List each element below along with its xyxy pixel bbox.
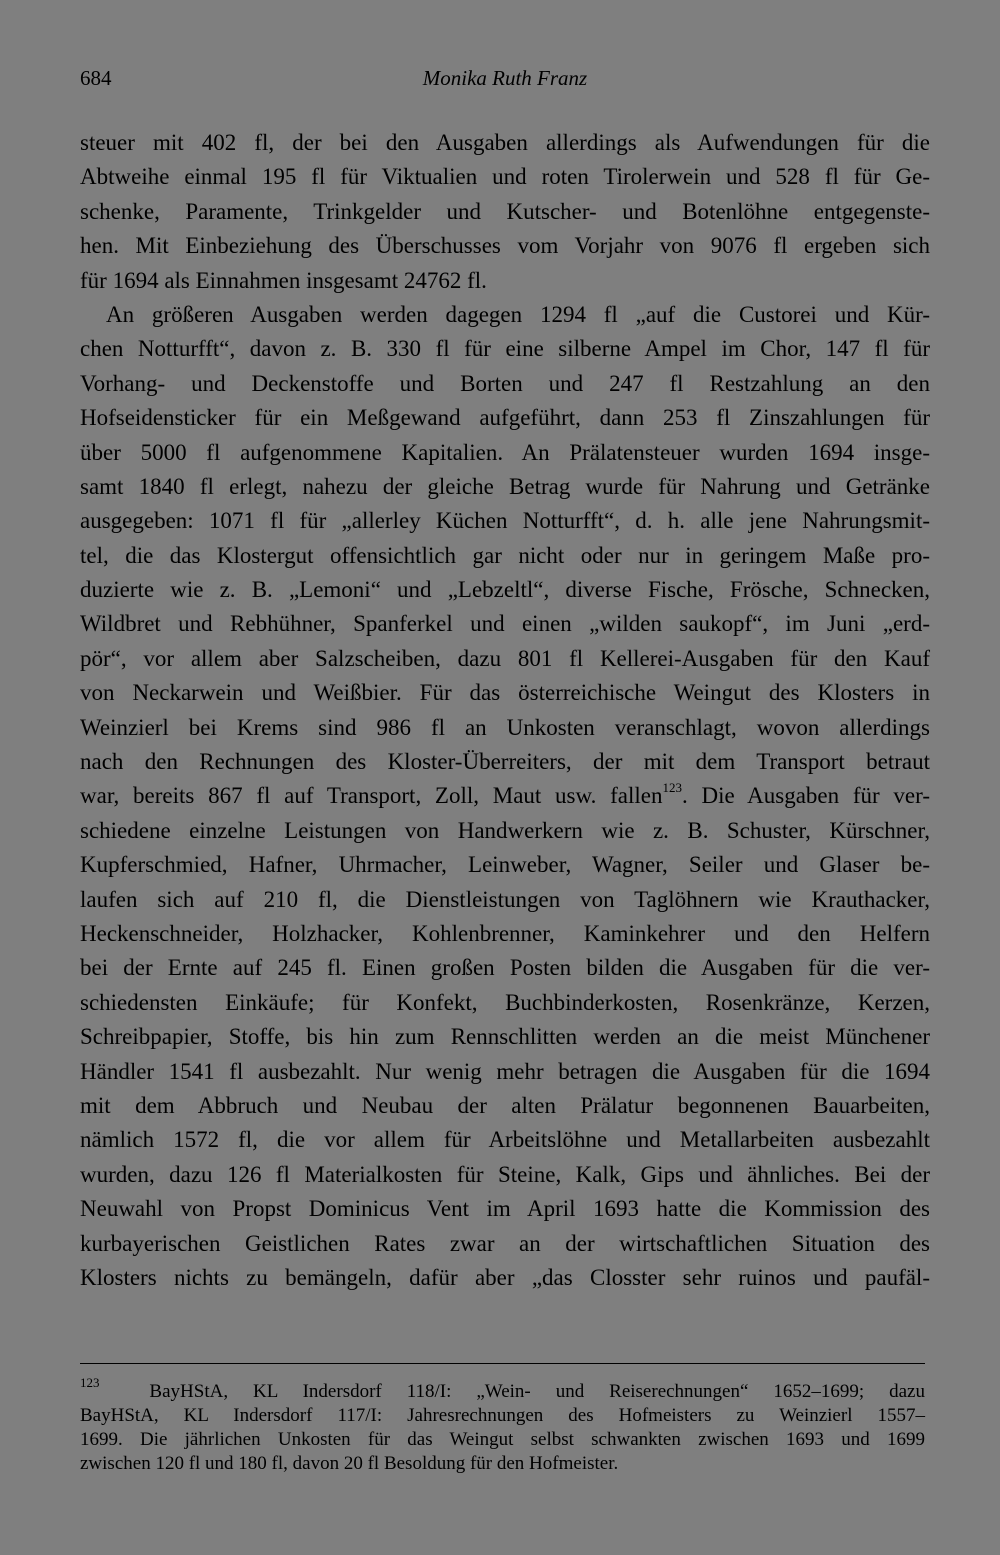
text-line: über 5000 fl aufgenommene Kapitalien. An Prälatensteuer wurden 1694 insge-: [80, 439, 930, 465]
text-line: Heckenschneider, Holzhacker, Kohlenbrenner, Kaminkehrer und den Helfern: [80, 920, 930, 946]
footnote-divider: [80, 1363, 925, 1364]
text-line: samt 1840 fl erlegt, nahezu der gleiche Betrag wurde für Nahrung und Getränke: [80, 473, 930, 499]
text-line: hen. Mit Einbeziehung des Überschusses vom Vorjahr von 9076 fl ergeben sich: [80, 233, 930, 259]
text-segment: war, bereits 867 fl auf Transport, Zoll, Maut usw. fallen: [80, 783, 663, 809]
footnotes: [80, 1374, 925, 1476]
text-line: wurden, dazu 126 fl Materialkosten für Steine, Kalk, Gips und ähnliches. Bei der: [80, 1161, 930, 1187]
text-line: Klosters nichts zu bemängeln, dafür aber „das Closster sehr ruinos und paufäl-: [80, 1264, 930, 1290]
text-line: Neuwahl von Propst Dominicus Vent im April 1693 hatte die Kommission des: [80, 1196, 930, 1222]
text-line: schenke, Paramente, Trinkgelder und Kutscher- und Botenlöhne entgegenste-: [80, 198, 930, 224]
footnote-number: 123: [80, 1374, 100, 1390]
page-number: 684: [80, 66, 112, 90]
text-line: Vorhang- und Deckenstoffe und Borten und 247 fl Restzahlung an den: [80, 370, 930, 396]
text-line-with-footnote-ref: [80, 779, 930, 813]
text-line: kurbayerischen Geistlichen Rates zwar an der wirtschaftlichen Situation des: [80, 1230, 930, 1256]
text-line: duzierte wie z. B. „Lemoni“ und „Lebzeltl“, diverse Fische, Frösche, Schnecken,: [80, 577, 930, 603]
text-line: Wildbret und Rebhühner, Spanferkel und einen „wilden saukopf“, im Juni „erd-: [80, 611, 930, 637]
text-line: Händler 1541 fl ausbezahlt. Nur wenig mehr betragen die Ausgaben für die 1694: [80, 1058, 930, 1084]
text-line: An größeren Ausgaben werden dagegen 1294 fl „auf die Custorei und Kür-: [106, 301, 930, 327]
footnote-line: BayHStA, KL Indersdorf 117/I: Jahresrechnungen des Hofmeisters zu Weinzierl 1557–: [80, 1405, 925, 1426]
text-line: Weinzierl bei Krems sind 986 fl an Unkosten veranschlagt, wovon allerdings: [80, 714, 930, 740]
text-line: Hofseidensticker für ein Meßgewand aufgeführt, dann 253 fl Zinszahlungen für: [80, 405, 930, 431]
text-line: bei der Ernte auf 245 fl. Einen großen Posten bilden die Ausgaben für die ver-: [80, 955, 930, 981]
text-line: ausgegeben: 1071 fl für „allerley Küchen Notturfft“, d. h. alle jene Nahrungsmit-: [80, 508, 930, 534]
text-line: steuer mit 402 fl, der bei den Ausgaben allerdings als Aufwendungen für die: [80, 130, 930, 155]
text-line: Abtweihe einmal 195 fl für Viktualien und roten Tirolerwein und 528 fl für Ge-: [80, 164, 930, 190]
body-text: [80, 126, 930, 1295]
text-line: pör“, vor allem aber Salzscheiben, dazu 801 fl Kellerei-Ausgaben für den Kauf: [80, 645, 930, 671]
page-header: [80, 66, 930, 96]
running-head: Monika Ruth Franz: [422, 66, 588, 90]
footnote-line: zwischen 120 fl und 180 fl, davon 20 fl Besoldung für den Hofmeister.: [80, 1453, 619, 1474]
text-line: Kupferschmied, Hafner, Uhrmacher, Leinweber, Wagner, Seiler und Glaser be-: [80, 852, 930, 878]
text-line: schiedene einzelne Leistungen von Handwerkern wie z. B. Schuster, Kürschner,: [80, 817, 930, 843]
text-line: nach den Rechnungen des Kloster-Überreiters, der mit dem Transport betraut: [80, 749, 930, 775]
footnote-reference[interactable]: 123: [662, 779, 682, 795]
text-line: tel, die das Klostergut offensichtlich gar nicht oder nur in geringem Maße pro-: [80, 542, 930, 568]
footnote-line: 1699. Die jährlichen Unkosten für das Weingut selbst schwankten zwischen 1693 und 1699: [80, 1429, 925, 1450]
text-line: chen Notturfft“, davon z. B. 330 fl für eine silberne Ampel im Chor, 147 fl für: [80, 336, 930, 362]
footnote-line: [80, 1374, 925, 1404]
text-line: von Neckarwein und Weißbier. Für das österreichische Weingut des Klosters in: [80, 680, 930, 706]
text-line: Schreibpapier, Stoffe, bis hin zum Rennschlitten werden an die meist Münchener: [80, 1024, 930, 1050]
text-line: laufen sich auf 210 fl, die Dienstleistungen von Taglöhnern wie Krauthacker,: [80, 886, 930, 912]
text-line: für 1694 als Einnahmen insgesamt 24762 fl.: [80, 267, 487, 293]
text-line: mit dem Abbruch und Neubau der alten Prälatur begonnenen Bauarbeiten,: [80, 1092, 930, 1118]
text-line: nämlich 1572 fl, die vor allem für Arbeitslöhne und Metallarbeiten ausbezahlt: [80, 1127, 930, 1153]
text-segment: . Die Ausgaben für ver-: [681, 783, 930, 809]
text-line: schiedensten Einkäufe; für Konfekt, Buchbinderkosten, Rosenkränze, Kerzen,: [80, 989, 930, 1015]
footnote-text: BayHStA, KL Indersdorf 118/I: „Wein- und Reiserechnungen“ 1652–1699; dazu: [149, 1381, 925, 1402]
